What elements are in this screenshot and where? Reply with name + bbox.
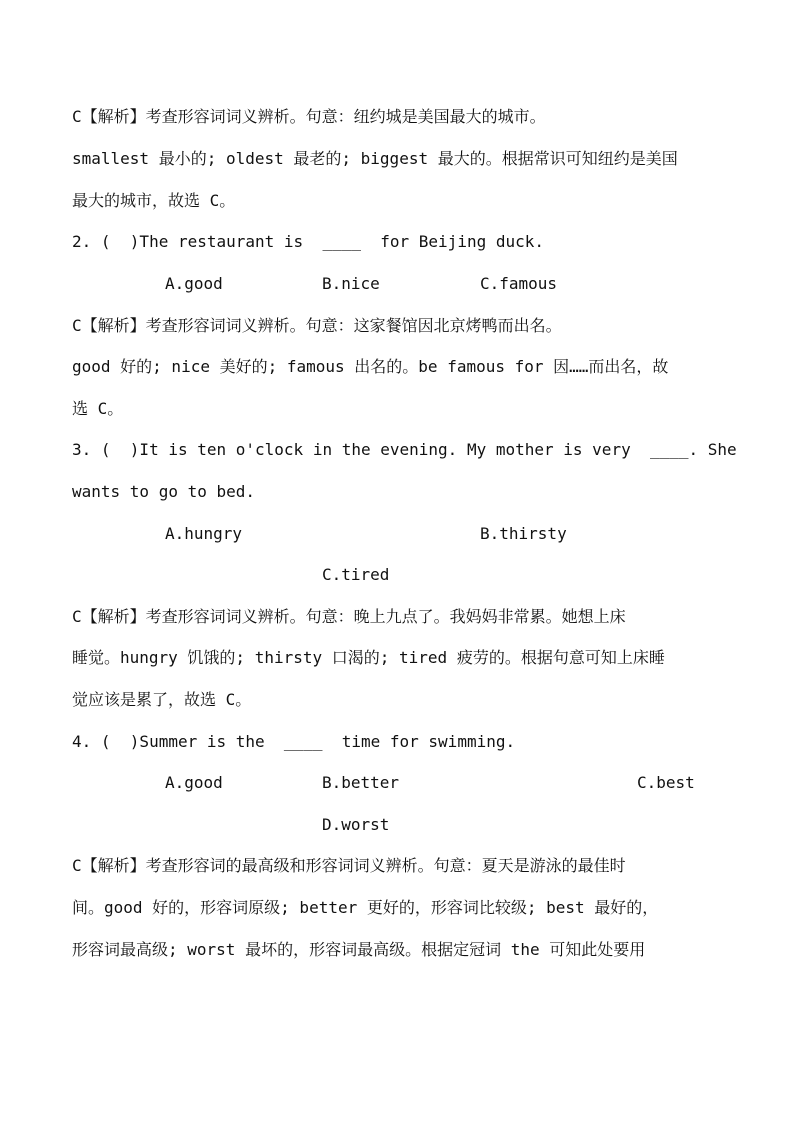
line-11: 间。good 好的，形容词原级; better 更好的，形容词比较级; best 最好的， bbox=[72, 898, 659, 917]
question-3: 3. ( )It is ten o'clock in the evening. My mother is very ____. She bbox=[72, 440, 737, 459]
question-4-option-c: C.best bbox=[637, 773, 695, 792]
line-5: good 好的; nice 美好的; famous 出名的。be famous for 因……而出名，故 bbox=[72, 357, 669, 376]
question-2-option-a: A.good bbox=[165, 274, 223, 293]
line-8: 睡觉。hungry 饥饿的; thirsty 口渴的; tired 疲劳的。根据句意可知上床睡 bbox=[72, 648, 665, 667]
question-4-option-b: B.better bbox=[322, 773, 400, 792]
question-3-option-a: A.hungry bbox=[165, 524, 243, 543]
question-4: 4. ( )Summer is the ____ time for swimming. bbox=[72, 732, 516, 751]
question-2: 2. ( )The restaurant is ____ for Beijing duck. bbox=[72, 232, 545, 251]
line-2: smallest 最小的; oldest 最老的; biggest 最大的。根据常识可知纽约是美国 bbox=[72, 149, 678, 168]
question-2-option-c: C.famous bbox=[480, 274, 558, 293]
line-12: 形容词最高级; worst 最坏的，形容词最高级。根据定冠词 the 可知此处要用 bbox=[72, 940, 646, 959]
line-1: C【解析】考查形容词词义辨析。句意：纽约城是美国最大的城市。 bbox=[72, 107, 546, 126]
question-2-option-b: B.nice bbox=[322, 274, 380, 293]
question-3-option-b: B.thirsty bbox=[480, 524, 567, 543]
question-3-continuation: wants to go to bed. bbox=[72, 482, 256, 501]
line-6: 选 C。 bbox=[72, 399, 124, 418]
question-4-option-a: A.good bbox=[165, 773, 223, 792]
line-7: C【解析】考查形容词词义辨析。句意：晚上九点了。我妈妈非常累。她想上床 bbox=[72, 607, 626, 626]
line-3: 最大的城市，故选 C。 bbox=[72, 191, 236, 210]
question-4-option-d: D.worst bbox=[322, 815, 390, 834]
question-3-option-c: C.tired bbox=[322, 565, 390, 584]
line-10: C【解析】考查形容词的最高级和形容词词义辨析。句意：夏天是游泳的最佳时 bbox=[72, 856, 626, 875]
line-4: C【解析】考查形容词词义辨析。句意：这家餐馆因北京烤鸭而出名。 bbox=[72, 316, 562, 335]
line-9: 觉应该是累了，故选 C。 bbox=[72, 690, 252, 709]
